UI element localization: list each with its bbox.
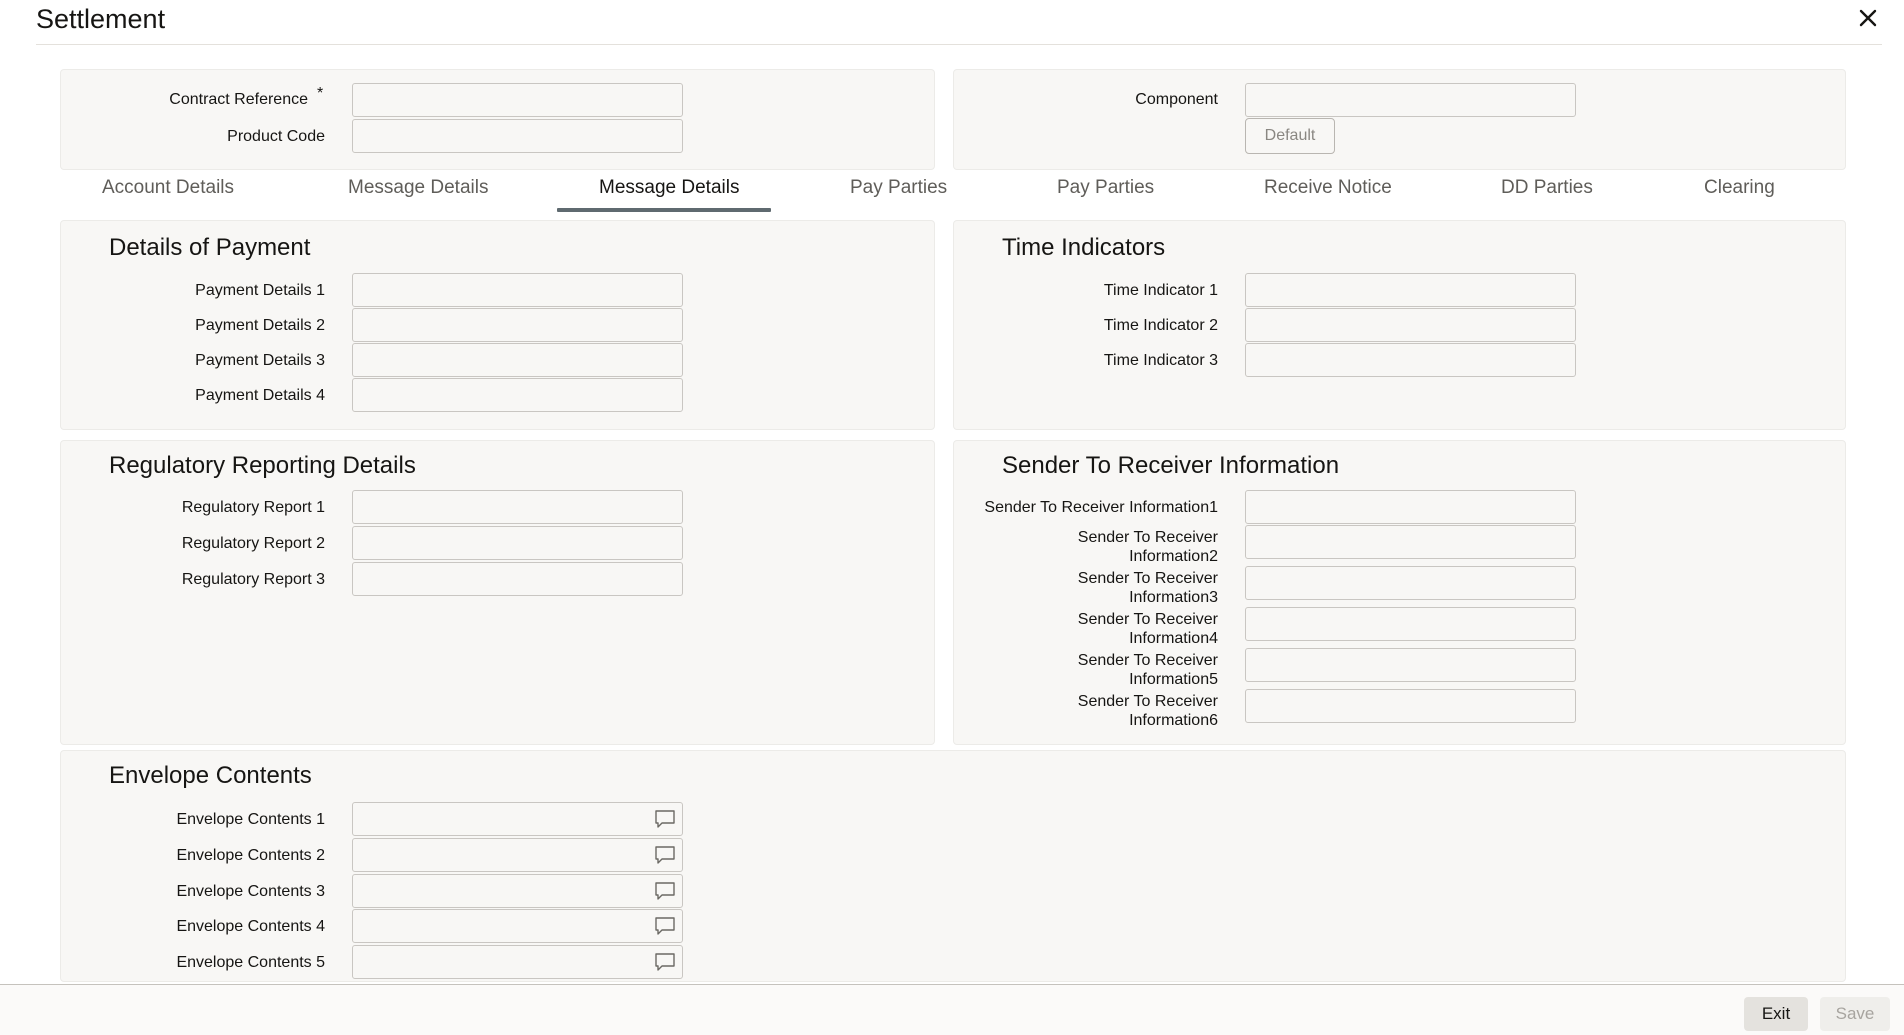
sender-info-6-label-line2: Information6 <box>1129 712 1218 729</box>
save-button[interactable]: Save <box>1820 997 1890 1031</box>
payment-details-2-input[interactable] <box>352 308 683 342</box>
close-icon[interactable] <box>1853 3 1883 33</box>
envelope-contents-1-input[interactable] <box>352 802 683 836</box>
envelope-contents-2-input[interactable] <box>352 838 683 872</box>
sender-info-3-label-line1: Sender To Receiver <box>1077 570 1218 587</box>
exit-button[interactable]: Exit <box>1744 997 1808 1031</box>
sender-info-2-label <box>1000 528 1218 566</box>
details-of-payment-title: Details of Payment <box>109 234 311 261</box>
sender-info-6-label <box>1000 692 1218 730</box>
tab-message-details-1[interactable]: Message Details <box>348 177 489 198</box>
tab-clearing[interactable]: Clearing <box>1704 177 1775 198</box>
tab-dd-parties[interactable]: DD Parties <box>1501 177 1593 198</box>
active-tab-indicator <box>557 208 771 212</box>
regulatory-report-2-label: Regulatory Report 2 <box>181 535 325 552</box>
sender-info-5-label-line1: Sender To Receiver <box>1077 652 1218 669</box>
regulatory-report-1-input[interactable] <box>352 490 683 524</box>
sender-info-4-input[interactable] <box>1245 607 1576 641</box>
sender-info-2-input[interactable] <box>1245 525 1576 559</box>
sender-info-4-label-line2: Information4 <box>1129 630 1218 647</box>
payment-details-1-input[interactable] <box>352 273 683 307</box>
message-icon[interactable] <box>654 845 676 865</box>
contract-reference-input[interactable] <box>352 83 683 117</box>
envelope-contents-4-label: Envelope Contents 4 <box>176 918 325 935</box>
payment-details-1-label: Payment Details 1 <box>195 282 325 299</box>
sender-info-3-label-line2: Information3 <box>1129 589 1218 606</box>
tab-receive-notice[interactable]: Receive Notice <box>1264 177 1392 198</box>
message-icon[interactable] <box>654 881 676 901</box>
regulatory-report-3-label: Regulatory Report 3 <box>181 571 325 588</box>
envelope-contents-title: Envelope Contents <box>109 762 312 789</box>
sender-info-4-label-line1: Sender To Receiver <box>1077 611 1218 628</box>
time-indicator-2-input[interactable] <box>1245 308 1576 342</box>
regulatory-reporting-title: Regulatory Reporting Details <box>109 452 416 479</box>
envelope-contents-2-label: Envelope Contents 2 <box>176 847 325 864</box>
sender-info-4-label <box>1000 610 1218 648</box>
message-icon[interactable] <box>654 952 676 972</box>
sender-info-3-input[interactable] <box>1245 566 1576 600</box>
tab-pay-parties-2[interactable]: Pay Parties <box>1057 177 1155 198</box>
envelope-contents-3-input[interactable] <box>352 874 683 908</box>
sender-info-5-label <box>1000 651 1218 689</box>
payment-details-3-label: Payment Details 3 <box>195 352 325 369</box>
sender-info-1-input[interactable] <box>1245 490 1576 524</box>
tab-account-details[interactable]: Account Details <box>102 177 235 198</box>
tab-bar <box>0 170 1904 214</box>
time-indicators-title: Time Indicators <box>1002 234 1166 261</box>
time-indicator-1-input[interactable] <box>1245 273 1576 307</box>
title-divider <box>36 44 1882 45</box>
envelope-contents-panel <box>60 750 1846 982</box>
envelope-contents-4-input[interactable] <box>352 909 683 943</box>
title-bar <box>0 0 1904 46</box>
time-indicator-2-label: Time Indicator 2 <box>1103 317 1218 334</box>
sender-info-3-label <box>1000 569 1218 607</box>
time-indicator-1-label: Time Indicator 1 <box>1103 282 1218 299</box>
sender-info-2-label-line2: Information2 <box>1129 548 1218 565</box>
message-icon[interactable] <box>654 916 676 936</box>
payment-details-4-input[interactable] <box>352 378 683 412</box>
regulatory-report-2-input[interactable] <box>352 526 683 560</box>
default-button[interactable]: Default <box>1245 118 1335 154</box>
regulatory-report-3-input[interactable] <box>352 562 683 596</box>
required-marker: * <box>317 85 324 102</box>
component-label: Component <box>1135 91 1218 108</box>
payment-details-3-input[interactable] <box>352 343 683 377</box>
component-input[interactable] <box>1245 83 1576 117</box>
product-code-input[interactable] <box>352 119 683 153</box>
sender-to-receiver-title: Sender To Receiver Information <box>1002 452 1340 479</box>
message-icon[interactable] <box>654 809 676 829</box>
envelope-contents-3-label: Envelope Contents 3 <box>176 883 325 900</box>
sender-info-5-label-line2: Information5 <box>1129 671 1218 688</box>
product-code-label: Product Code <box>227 128 325 145</box>
time-indicator-3-label: Time Indicator 3 <box>1103 352 1218 369</box>
sender-info-2-label-line1: Sender To Receiver <box>1077 529 1218 546</box>
regulatory-report-1-label: Regulatory Report 1 <box>181 499 325 516</box>
tab-message-details-2[interactable]: Message Details <box>599 177 740 198</box>
envelope-contents-5-input[interactable] <box>352 945 683 979</box>
sender-info-6-label-line1: Sender To Receiver <box>1077 693 1218 710</box>
envelope-contents-5-label: Envelope Contents 5 <box>176 954 325 971</box>
footer-bar <box>0 984 1904 1035</box>
time-indicator-3-input[interactable] <box>1245 343 1576 377</box>
sender-info-5-input[interactable] <box>1245 648 1576 682</box>
sender-info-1-label: Sender To Receiver Information1 <box>984 499 1218 516</box>
payment-details-2-label: Payment Details 2 <box>195 317 325 334</box>
window-title: Settlement <box>36 4 166 34</box>
payment-details-4-label: Payment Details 4 <box>195 387 325 404</box>
tab-pay-parties-1[interactable]: Pay Parties <box>850 177 948 198</box>
envelope-contents-1-label: Envelope Contents 1 <box>176 811 325 828</box>
sender-info-6-input[interactable] <box>1245 689 1576 723</box>
contract-reference-label: Contract Reference <box>169 91 308 108</box>
